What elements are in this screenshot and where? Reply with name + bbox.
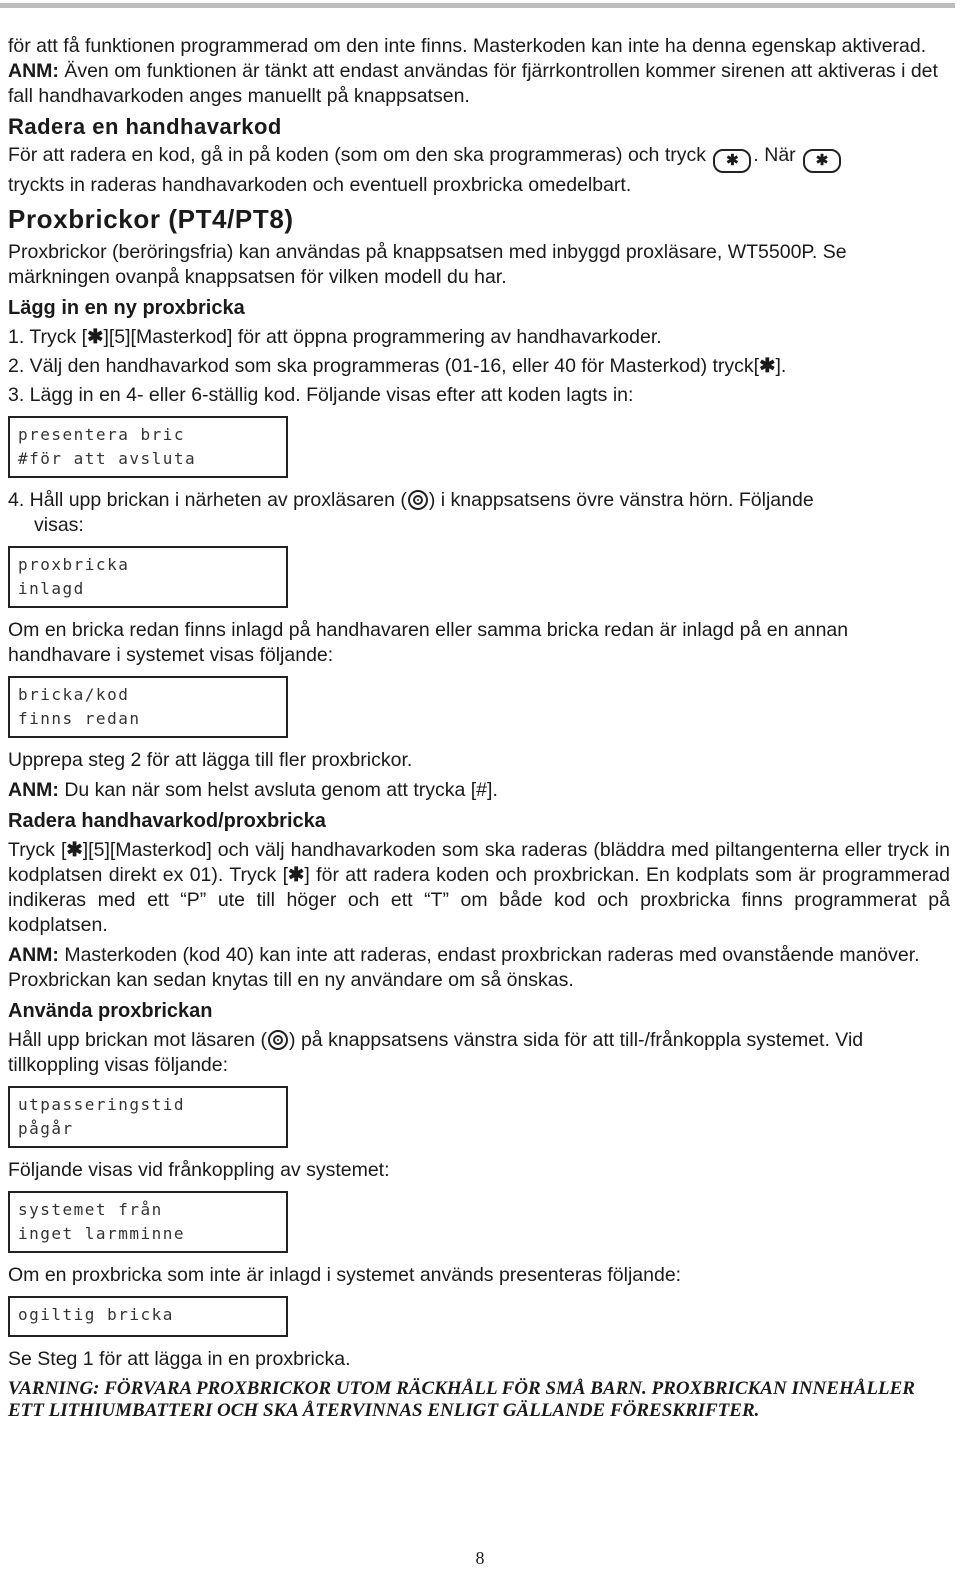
lcd-line: #för att avsluta: [18, 449, 197, 468]
step-4: [8, 488, 950, 513]
step-1: [8, 325, 950, 350]
lcd-line: [18, 1327, 278, 1333]
lcd-line: presentera bric: [18, 425, 185, 444]
page-number: 8: [475, 1548, 485, 1568]
step-2: [8, 354, 950, 379]
step-2-a: 2. Välj den handhavarkod som ska programmeras (01-16, eller 40 för Masterkod) tryck[: [8, 355, 760, 377]
lcd-display-5: [8, 1191, 288, 1253]
lagg-note: [8, 778, 950, 803]
anvanda-a: Håll upp brickan mot läsaren (: [8, 1029, 268, 1051]
radera-paragraph: [8, 143, 950, 198]
warning-text: VARNING: FÖRVARA PROXBRICKOR UTOM RÄCKHÅLL FÖR SMÅ BARN. PROXBRICKAN INNEHÅLLER ETT LITHIUMBATTERI OCH SKA ÅTERVINNAS ENLIGT GÄLLANDE FÖRESKRIFTER.: [8, 1378, 915, 1421]
top-rule: [0, 3, 955, 8]
heading-radera-proxbricka: Radera handhavarkod/proxbricka: [8, 810, 326, 832]
see-step-paragraph: Se Steg 1 för att lägga in en proxbricka.: [8, 1348, 351, 1370]
anm-text: Masterkoden (kod 40) kan inte att raderas, endast proxbrickan raderas med ovanstående manöver. Proxbrickan kan sedan knytas till en ny användare om så önskas.: [8, 944, 920, 991]
anvanda-b: ) på knappsatsens vänstra sida för att till-/frånkoppla systemet. Vid tillkoppling visas följande:: [8, 1029, 864, 1076]
repeat-paragraph: Upprepa steg 2 för att lägga till fler proxbrickor.: [8, 749, 413, 771]
steps-list: [8, 325, 950, 408]
prox-reader-icon: [268, 1030, 288, 1050]
lcd-display-2: [8, 546, 288, 608]
lcd-line: inlagd: [18, 579, 85, 598]
step-4-a: 4. Håll upp brickan i närheten av proxläsaren (: [8, 489, 407, 511]
radera2-a: Tryck [: [8, 839, 67, 861]
step-3: 3. Lägg in en 4- eller 6-ställig kod. Följande visas efter att koden lagts in:: [8, 384, 634, 406]
step-4-continued: visas:: [34, 514, 84, 536]
lcd-line: ogiltig bricka: [18, 1305, 174, 1324]
step-1-b: ][5][Masterkod] för att öppna programmering av handhavarkoder.: [103, 326, 662, 348]
lcd-line: finns redan: [18, 709, 141, 728]
prox-paragraph: Proxbrickor (beröringsfria) kan användas på knappsatsen med inbyggd proxläsare, WT5500P. Se märkningen ovanpå knappsatsen för vilken modell du har.: [8, 241, 847, 288]
star-icon: ✱: [759, 355, 776, 377]
anm-text: Du kan när som helst avsluta genom att trycka [#].: [64, 779, 498, 801]
radera-text-2: . När: [753, 144, 796, 166]
document-body: [8, 34, 950, 1422]
lcd-display-6: [8, 1296, 288, 1337]
lcd-display-3: [8, 676, 288, 738]
anm-label: ANM:: [8, 60, 59, 82]
star-icon: ✱: [87, 326, 104, 348]
radera-text-3: tryckts in raderas handhavarkoden och eventuell proxbricka omedelbart.: [8, 174, 632, 196]
anm-text: Även om funktionen är tänkt att endast användas för fjärrkontrollen kommer sirenen att aktiveras i det fall handhavarkoden anges manuellt på knappsatsen.: [8, 60, 938, 107]
lcd-line: inget larmminne: [18, 1224, 185, 1243]
radera2-b: ][5][Masterkod] och välj handhavarkoden som ska raderas (bläddra med piltangenterna eller tryck in kodplatsen direkt ex 01). Tryck [: [8, 839, 950, 886]
star-icon: ✱: [288, 864, 305, 886]
lcd-display-1: [8, 416, 288, 478]
lcd-line: systemet från: [18, 1200, 163, 1219]
heading-radera-handhavarkod: Radera en handhavarkod: [8, 114, 282, 139]
lcd-line: bricka/kod: [18, 685, 130, 704]
radera-note: [8, 943, 950, 993]
intro-note: [8, 59, 950, 109]
heading-proxbrickor: Proxbrickor (PT4/PT8): [8, 204, 294, 234]
lcd-line: pågår: [18, 1119, 74, 1138]
heading-anvanda-proxbrickan: Använda proxbrickan: [8, 1000, 213, 1022]
lcd-line: utpasseringstid: [18, 1095, 185, 1114]
heading-lagg-in-proxbricka: Lägg in en ny proxbricka: [8, 297, 245, 319]
disarm-paragraph: Följande visas vid frånkoppling av systemet:: [8, 1159, 390, 1181]
radera-proxbricka-paragraph: [8, 838, 950, 938]
star-key-icon: ✱: [713, 149, 751, 173]
star-key-icon: ✱: [803, 149, 841, 173]
radera-text-1: För att radera en kod, gå in på koden (som om den ska programmeras) och tryck: [8, 144, 706, 166]
radera2-c: ] för att radera koden och proxbrickan. En kodplats som är programmerad indikeras med ett “P” ute till höger och ett “T” om både kod och proxbricka finns programmerat på kodplatsen.: [8, 864, 950, 936]
step-2-b: ].: [775, 355, 787, 377]
anm-label: ANM:: [8, 779, 59, 801]
step-4-b: ) i knappsatsens övre vänstra hörn. Följande: [428, 489, 814, 511]
intro-paragraph: för att få funktionen programmerad om den inte finns. Masterkoden kan inte ha denna egenskap aktiverad.: [8, 35, 927, 57]
step-1-a: 1. Tryck [: [8, 326, 88, 348]
anvanda-paragraph: [8, 1028, 950, 1078]
lcd-line: proxbricka: [18, 555, 130, 574]
invalid-tag-paragraph: Om en proxbricka som inte är inlagd i systemet används presenteras följande:: [8, 1264, 682, 1286]
star-icon: ✱: [66, 839, 83, 861]
anm-label: ANM:: [8, 944, 59, 966]
lcd-display-4: [8, 1086, 288, 1148]
already-registered-paragraph: Om en bricka redan finns inlagd på handhavaren eller samma bricka redan är inlagd på en annan handhavare i systemet visas följande:: [8, 619, 849, 666]
prox-reader-icon: [408, 490, 428, 510]
